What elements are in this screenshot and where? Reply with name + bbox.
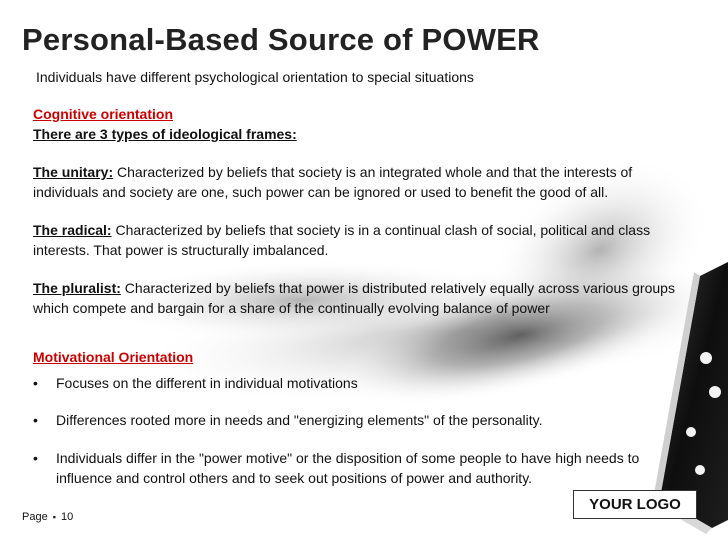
page-footer (22, 511, 73, 523)
square-bullet-icon: ▪ (52, 512, 56, 522)
bullet-icon: • (33, 412, 38, 428)
cognitive-orientation-heading: Cognitive orientation (33, 106, 173, 122)
list-item (33, 448, 693, 488)
bullet-text: Differences rooted more in needs and "energizing elements" of the personality. (56, 412, 543, 428)
bullet-text: Individuals differ in the "power motive" or the disposition of some people to have high needs to influence and control others and to seek out positions of power and authority. (56, 450, 640, 486)
frame-label-pluralist: The pluralist: (33, 280, 121, 296)
frame-label-radical: The radical: (33, 222, 112, 238)
list-item (33, 373, 693, 393)
logo-placeholder: YOUR LOGO (573, 490, 697, 519)
motivational-section (33, 347, 693, 488)
frame-text-radical: Characterized by beliefs that society is in a continual clash of social, political and class interests. That power is structurally imbalanced. (33, 222, 651, 258)
slide-title: Personal-Based Source of POWER (22, 22, 540, 57)
list-item (33, 410, 693, 430)
slide-subtitle: Individuals have different psychological orientation to special situations (36, 69, 474, 85)
frame-text-unitary: Characterized by beliefs that society is an integrated whole and that the interests of individuals and society are one, such power can be ignored or used to benefit the good of all. (33, 164, 633, 200)
bullet-icon: • (33, 375, 38, 391)
frame-unitary (33, 162, 693, 202)
bullet-icon: • (33, 450, 38, 466)
motivational-orientation-heading: Motivational Orientation (33, 349, 194, 365)
bullet-text: Focuses on the different in individual motivations (56, 375, 358, 391)
page-number: 10 (61, 511, 74, 523)
frame-text-pluralist: Characterized by beliefs that power is distributed relatively equally across various groups which compete and bargain for a share of the continually evolving balance of power (33, 280, 675, 316)
page-label: Page (22, 511, 48, 523)
frame-label-unitary: The unitary: (33, 164, 114, 180)
frame-pluralist (33, 278, 693, 318)
frame-radical (33, 220, 693, 260)
motivation-bullet-list (33, 373, 693, 488)
ideological-frames-intro: There are 3 types of ideological frames: (33, 126, 297, 142)
cognitive-section (33, 104, 693, 318)
